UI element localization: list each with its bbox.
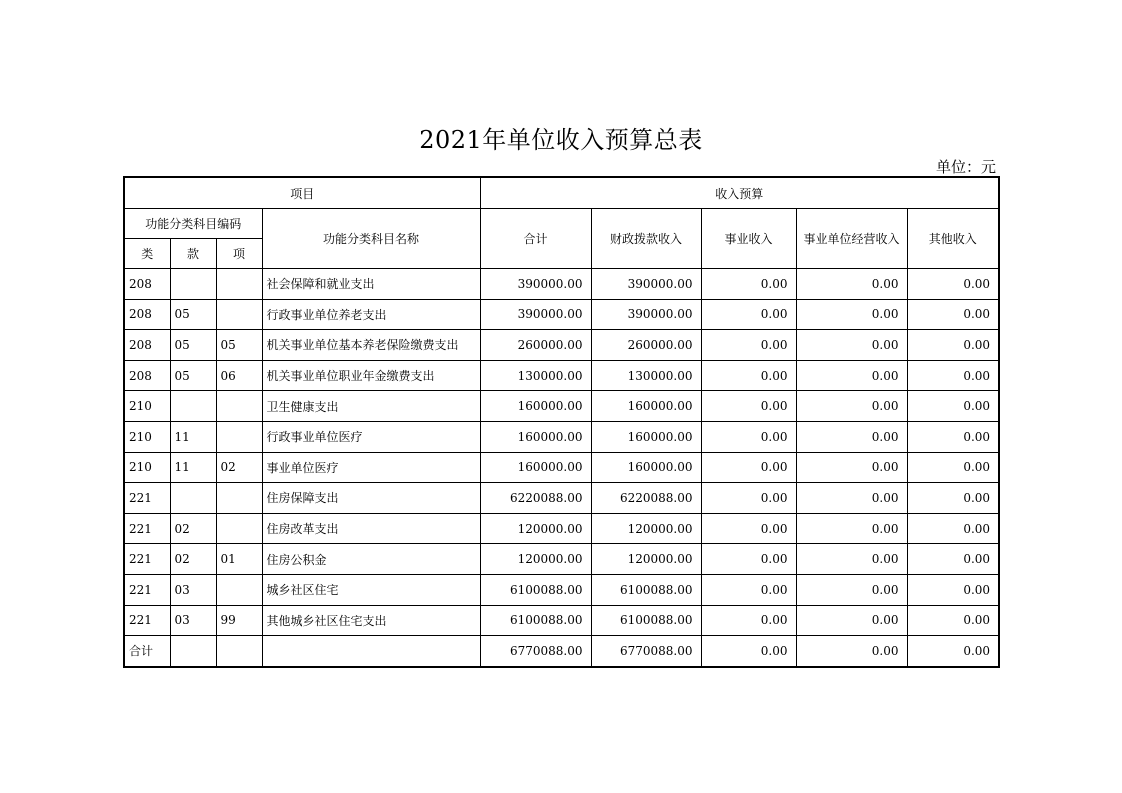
cell-operating: 0.00 [796,452,907,483]
cell-other: 0.00 [907,452,999,483]
cell-total: 160000.00 [480,391,591,422]
cell-name: 机关事业单位基本养老保险缴费支出 [262,330,480,361]
cell-business: 0.00 [701,421,796,452]
cell-lei: 221 [124,513,170,544]
cell-fiscal: 390000.00 [591,299,701,330]
cell-lei: 221 [124,483,170,514]
cell-lei: 210 [124,421,170,452]
cell-operating: 0.00 [796,421,907,452]
cell-lei: 208 [124,330,170,361]
cell-total: 160000.00 [480,421,591,452]
cell-fiscal: 160000.00 [591,452,701,483]
unit-label: 单位：元 [935,158,996,176]
table-row [124,421,999,452]
cell-xiang: 99 [216,605,262,636]
cell-name: 住房改革支出 [262,513,480,544]
cell-kuan [170,483,216,514]
cell-lei: 208 [124,269,170,300]
cell-fiscal: 6220088.00 [591,483,701,514]
cell-business: 0.00 [701,330,796,361]
cell-lei: 208 [124,299,170,330]
header-total: 合计 [480,209,591,269]
table-row [124,452,999,483]
cell-total: 260000.00 [480,330,591,361]
cell-other: 0.00 [907,574,999,605]
cell-kuan: 05 [170,330,216,361]
cell-name: 行政事业单位养老支出 [262,299,480,330]
cell-fiscal: 390000.00 [591,269,701,300]
cell-business: 0.00 [701,452,796,483]
table-row [124,544,999,575]
cell-kuan: 11 [170,452,216,483]
table-row [124,483,999,514]
cell-business: 0.00 [701,483,796,514]
cell-fiscal: 160000.00 [591,391,701,422]
cell-business: 0.00 [701,636,796,667]
cell-other: 0.00 [907,513,999,544]
cell-name [262,636,480,667]
header-income-budget: 收入预算 [480,177,999,209]
cell-total: 390000.00 [480,299,591,330]
cell-kuan: 05 [170,299,216,330]
cell-fiscal: 260000.00 [591,330,701,361]
header-name: 功能分类科目名称 [262,209,480,269]
cell-xiang [216,421,262,452]
cell-other: 0.00 [907,483,999,514]
cell-fiscal: 6100088.00 [591,574,701,605]
cell-xiang [216,483,262,514]
cell-kuan: 11 [170,421,216,452]
cell-xiang [216,574,262,605]
cell-operating: 0.00 [796,483,907,514]
cell-total: 6220088.00 [480,483,591,514]
cell-total: 6100088.00 [480,574,591,605]
header-kuan: 款 [170,239,216,269]
cell-kuan: 02 [170,544,216,575]
cell-operating: 0.00 [796,574,907,605]
header-fiscal: 财政拨款收入 [591,209,701,269]
cell-name: 行政事业单位医疗 [262,421,480,452]
cell-name: 机关事业单位职业年金缴费支出 [262,360,480,391]
cell-operating: 0.00 [796,269,907,300]
cell-other: 0.00 [907,391,999,422]
table-row [124,605,999,636]
header-operating: 事业单位经营收入 [796,209,907,269]
cell-total: 390000.00 [480,269,591,300]
cell-fiscal: 130000.00 [591,360,701,391]
cell-other: 0.00 [907,544,999,575]
cell-total: 6100088.00 [480,605,591,636]
cell-total: 120000.00 [480,544,591,575]
cell-name: 住房保障支出 [262,483,480,514]
cell-other: 0.00 [907,330,999,361]
table-row [124,574,999,605]
cell-business: 0.00 [701,269,796,300]
cell-total: 120000.00 [480,513,591,544]
cell-operating: 0.00 [796,605,907,636]
cell-operating: 0.00 [796,513,907,544]
cell-lei: 221 [124,605,170,636]
cell-kuan: 05 [170,360,216,391]
cell-other: 0.00 [907,299,999,330]
cell-lei: 221 [124,544,170,575]
cell-kuan: 02 [170,513,216,544]
cell-other: 0.00 [907,269,999,300]
cell-xiang: 06 [216,360,262,391]
cell-business: 0.00 [701,360,796,391]
table-row [124,360,999,391]
header-other: 其他收入 [907,209,999,269]
table-row [124,330,999,361]
header-row-1 [124,177,999,209]
cell-xiang [216,299,262,330]
cell-name: 住房公积金 [262,544,480,575]
cell-xiang [216,269,262,300]
cell-lei: 208 [124,360,170,391]
table-row [124,636,999,667]
header-code-group: 功能分类科目编码 [124,209,262,239]
cell-fiscal: 120000.00 [591,513,701,544]
cell-xiang [216,513,262,544]
cell-business: 0.00 [701,299,796,330]
cell-operating: 0.00 [796,360,907,391]
cell-other: 0.00 [907,605,999,636]
cell-business: 0.00 [701,513,796,544]
cell-kuan [170,636,216,667]
cell-xiang [216,391,262,422]
cell-business: 0.00 [701,544,796,575]
cell-kuan: 03 [170,574,216,605]
table-row [124,391,999,422]
cell-fiscal: 6770088.00 [591,636,701,667]
header-project: 项目 [124,177,480,209]
cell-fiscal: 160000.00 [591,421,701,452]
cell-name: 卫生健康支出 [262,391,480,422]
cell-lei: 210 [124,391,170,422]
cell-operating: 0.00 [796,544,907,575]
cell-lei: 221 [124,574,170,605]
cell-kuan [170,269,216,300]
header-xiang: 项 [216,239,262,269]
cell-xiang: 01 [216,544,262,575]
cell-fiscal: 120000.00 [591,544,701,575]
table-row [124,299,999,330]
table-row [124,269,999,300]
cell-xiang [216,636,262,667]
header-business: 事业收入 [701,209,796,269]
cell-business: 0.00 [701,605,796,636]
cell-name: 其他城乡社区住宅支出 [262,605,480,636]
cell-operating: 0.00 [796,330,907,361]
cell-total: 130000.00 [480,360,591,391]
cell-operating: 0.00 [796,636,907,667]
cell-xiang: 02 [216,452,262,483]
cell-name: 社会保障和就业支出 [262,269,480,300]
cell-xiang: 05 [216,330,262,361]
cell-other: 0.00 [907,421,999,452]
cell-business: 0.00 [701,391,796,422]
cell-lei: 210 [124,452,170,483]
cell-name: 事业单位医疗 [262,452,480,483]
cell-total: 6770088.00 [480,636,591,667]
cell-operating: 0.00 [796,391,907,422]
header-lei: 类 [124,239,170,269]
cell-kuan: 03 [170,605,216,636]
cell-other: 0.00 [907,360,999,391]
cell-name: 城乡社区住宅 [262,574,480,605]
page-title: 2021年单位收入预算总表 [419,126,703,154]
cell-fiscal: 6100088.00 [591,605,701,636]
budget-table [123,176,1000,668]
header-row-2 [124,209,999,239]
cell-kuan [170,391,216,422]
cell-business: 0.00 [701,574,796,605]
table-row [124,513,999,544]
cell-lei: 合计 [124,636,170,667]
cell-operating: 0.00 [796,299,907,330]
cell-other: 0.00 [907,636,999,667]
cell-total: 160000.00 [480,452,591,483]
